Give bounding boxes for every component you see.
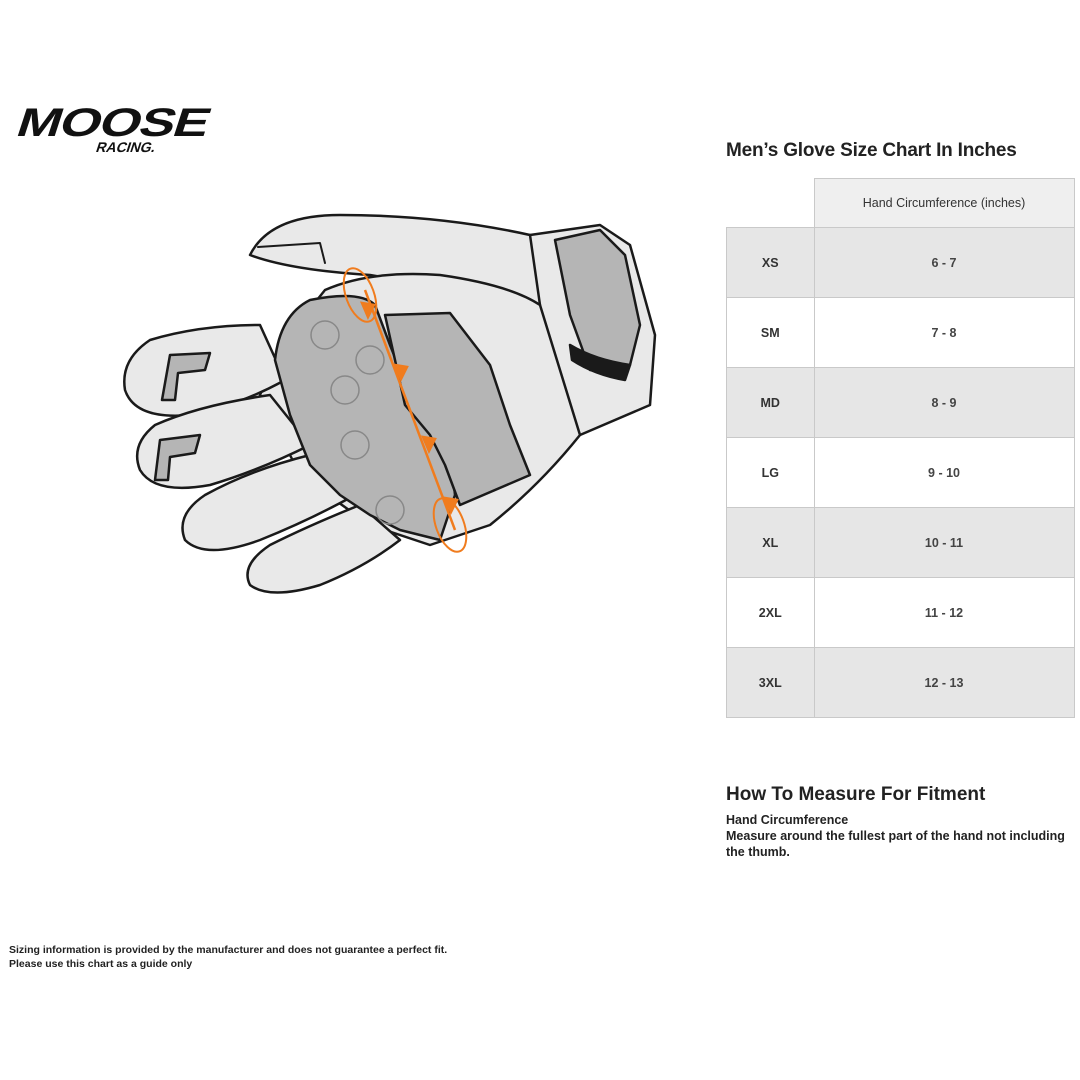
- size-cell: 3XL: [727, 648, 815, 718]
- range-cell: 11 - 12: [814, 578, 1074, 648]
- range-cell: 8 - 9: [814, 368, 1074, 438]
- table-row: [727, 438, 1075, 508]
- size-cell: 2XL: [727, 578, 815, 648]
- measure-instructions: Measure around the fullest part of the hand not including the thumb.: [726, 829, 1065, 859]
- size-cell: XS: [727, 228, 815, 298]
- table-row: [727, 648, 1075, 718]
- range-cell: 10 - 11: [814, 508, 1074, 578]
- table-row: [727, 298, 1075, 368]
- size-cell: LG: [727, 438, 815, 508]
- size-chart-title: Men’s Glove Size Chart In Inches: [726, 140, 1017, 161]
- table-row: [727, 508, 1075, 578]
- size-cell: XL: [727, 508, 815, 578]
- range-cell: 12 - 13: [814, 648, 1074, 718]
- size-cell: MD: [727, 368, 815, 438]
- svg-text:RACING.: RACING.: [93, 140, 159, 156]
- glove-illustration: [110, 195, 700, 615]
- hand-circumference-header: Hand Circumference (inches): [814, 179, 1074, 228]
- disclaimer-line-2: Please use this chart as a guide only: [9, 958, 193, 970]
- table-row: [727, 228, 1075, 298]
- svg-text:MOOSE: MOOSE: [11, 100, 170, 145]
- range-cell: 7 - 8: [814, 298, 1074, 368]
- table-row: [727, 368, 1075, 438]
- size-chart-table: [726, 178, 1075, 718]
- disclaimer: [9, 943, 569, 971]
- table-row: [727, 578, 1075, 648]
- range-cell: 9 - 10: [814, 438, 1074, 508]
- measure-title: How To Measure For Fitment: [726, 784, 986, 805]
- table-corner: [727, 179, 815, 228]
- size-cell: SM: [727, 298, 815, 368]
- range-cell: 6 - 7: [814, 228, 1074, 298]
- disclaimer-line-1: Sizing information is provided by the manufacturer and does not guarantee a perfect fit.: [9, 944, 448, 956]
- moose-racing-logo: [8, 100, 213, 160]
- measure-subtitle: Hand Circumference: [726, 813, 849, 827]
